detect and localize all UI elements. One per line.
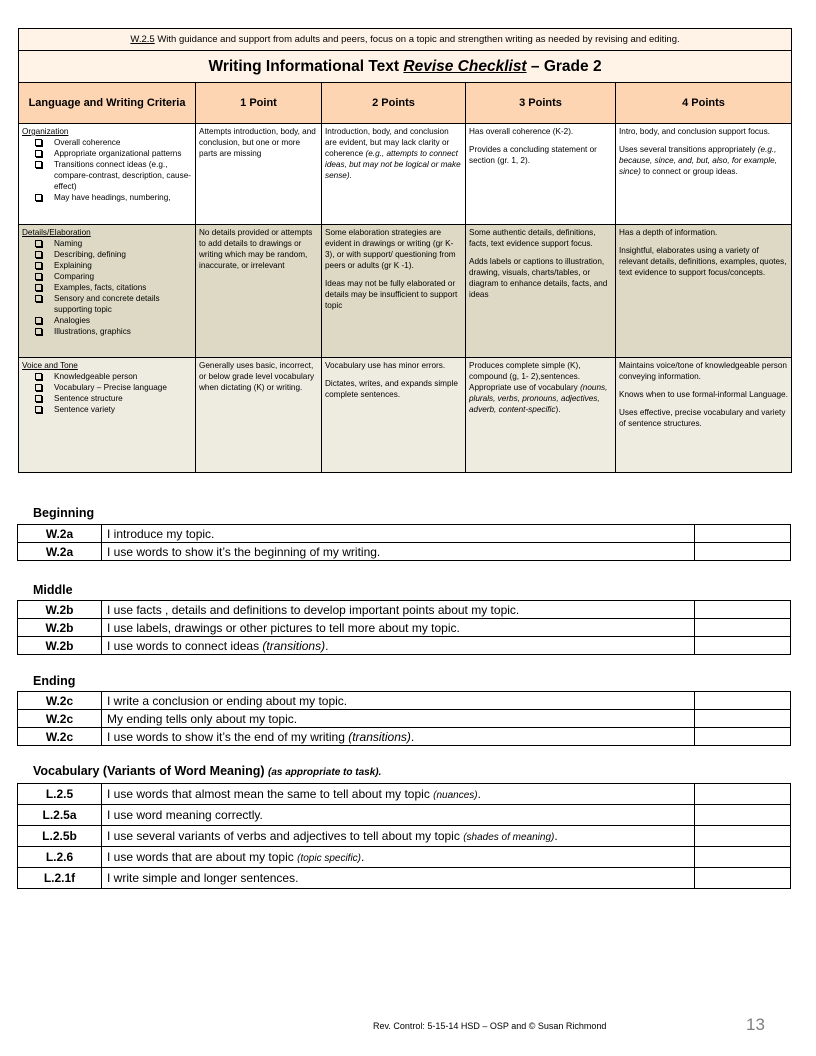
point-4-cell: Has a depth of information. Insightful, elaborates using a variety of relevant details, definitions, examples, quotes, text evidence to support focus/concepts. (616, 225, 792, 358)
point-3-cell: Produces complete simple (K), compound (g, 1- 2),sentences. Appropriate use of vocabulary (nouns, plurals, verbs, pronouns, adjectives, adverb, content-specific). (466, 358, 616, 473)
table-row: L.2.5 I use words that almost mean the same to tell about my topic (nuances). (18, 784, 791, 805)
list-item: Overall coherence (32, 137, 192, 148)
list-item: Analogies (32, 315, 192, 326)
standard-code: W.2.5 (130, 34, 155, 45)
check-box[interactable] (695, 868, 791, 889)
check-box[interactable] (695, 637, 791, 655)
table-row: W.2a I introduce my topic. (18, 525, 791, 543)
criteria-cell (19, 225, 196, 358)
list-item: Illustrations, graphics (32, 326, 192, 337)
point-1-cell: Generally uses basic, incorrect, or below grade level vocabulary when dictating (K) or writing. (196, 358, 322, 473)
point-4-cell: Intro, body, and conclusion support focus. Uses several transitions appropriately (e.g., because, since, and, but, also, for example, since) to connect or group ideas. (616, 124, 792, 225)
criteria-list (22, 371, 192, 415)
checklist-beginning (17, 524, 791, 561)
check-box[interactable] (695, 619, 791, 637)
list-item: Vocabulary – Precise language (32, 382, 192, 393)
criteria-title: Voice and Tone (22, 361, 78, 370)
check-box[interactable] (695, 784, 791, 805)
section-label-middle: Middle (33, 583, 73, 597)
list-item: Sentence variety (32, 404, 192, 415)
list-item: Sentence structure (32, 393, 192, 404)
table-row: W.2b I use facts , details and definitions to develop important points about my topic. (18, 601, 791, 619)
list-item: May have headings, numbering, (32, 192, 192, 203)
table-row: L.2.1f I write simple and longer sentences. (18, 868, 791, 889)
checklist-ending (17, 691, 791, 746)
checklist-vocabulary (17, 783, 791, 889)
criteria-title: Organization (22, 127, 69, 136)
point-3-cell: Some authentic details, definitions, facts, text evidence support focus. Adds labels or captions to illustration, drawing, visuals, charts/tables, or diagram to enhance details, facts, and ideas (466, 225, 616, 358)
point-1-cell: No details provided or attempts to add details to drawings or writing which may be random, inaccurate, or irrelevant (196, 225, 322, 358)
list-item: Sensory and concrete details supporting topic (32, 293, 192, 315)
check-box[interactable] (695, 847, 791, 868)
check-box[interactable] (695, 805, 791, 826)
rubric-table (18, 28, 792, 473)
list-item: Appropriate organizational patterns (32, 148, 192, 159)
header-2-points: 2 Points (322, 83, 466, 124)
criteria-list (22, 137, 192, 203)
criteria-cell (19, 358, 196, 473)
header-row (19, 83, 792, 124)
table-row: W.2c My ending tells only about my topic. (18, 710, 791, 728)
table-row: W.2a I use words to show it’s the beginning of my writing. (18, 543, 791, 561)
table-row: W.2b I use words to connect ideas (transitions). (18, 637, 791, 655)
list-item: Naming (32, 238, 192, 249)
check-box[interactable] (695, 728, 791, 746)
footer-revision: Rev. Control: 5-15-14 HSD – OSP and © Susan Richmond (373, 1021, 607, 1031)
check-box[interactable] (695, 826, 791, 847)
title-row (19, 51, 792, 83)
criteria-cell (19, 124, 196, 225)
point-1-cell: Attempts introduction, body, and conclusion, but one or more parts are missing (196, 124, 322, 225)
point-2-cell: Introduction, body, and conclusion are evident, but may lack clarity or coherence (e.g., attempts to connect ideas, but may not be logical or make sense). (322, 124, 466, 225)
title-italic: Revise Checklist (403, 57, 527, 75)
table-row: L.2.5b I use several variants of verbs and adjectives to tell about my topic (shades of meaning). (18, 826, 791, 847)
list-item: Describing, defining (32, 249, 192, 260)
point-4-cell: Maintains voice/tone of knowledgeable person conveying information. Knows when to use formal-informal Language. Uses effective, precise vocabulary and variety of sentence structures. (616, 358, 792, 473)
rubric-row-organization (19, 124, 792, 225)
section-label-ending: Ending (33, 674, 76, 688)
standard-text: With guidance and support from adults and peers, focus on a topic and strengthen writing as needed by revising and editing. (154, 34, 680, 45)
section-label-beginning: Beginning (33, 506, 95, 520)
point-2-cell: Some elaboration strategies are evident in drawings or writing (gr K-3), or with support/ questioning from peers or adults (gr K -1). Ideas may not be fully elaborated or details may be insufficient to support topic (322, 225, 466, 358)
page-number: 13 (746, 1015, 765, 1034)
checklist-middle (17, 600, 791, 655)
point-2-cell: Vocabulary use has minor errors. Dictates, writes, and expands simple complete sentences. (322, 358, 466, 473)
rubric-row-details (19, 225, 792, 358)
header-1-point: 1 Point (196, 83, 322, 124)
criteria-title: Details/Elaboration (22, 228, 91, 237)
list-item: Comparing (32, 271, 192, 282)
section-label-vocabulary: Vocabulary (Variants of Word Meaning) (as appropriate to task). (33, 764, 382, 778)
header-3-points: 3 Points (466, 83, 616, 124)
check-box[interactable] (695, 525, 791, 543)
standard-row (19, 29, 792, 51)
header-4-points: 4 Points (616, 83, 792, 124)
rubric-row-voice (19, 358, 792, 473)
list-item: Explaining (32, 260, 192, 271)
table-row: L.2.6 I use words that are about my topic (topic specific). (18, 847, 791, 868)
check-box[interactable] (695, 710, 791, 728)
table-row: L.2.5a I use word meaning correctly. (18, 805, 791, 826)
table-row: W.2c I write a conclusion or ending about my topic. (18, 692, 791, 710)
check-box[interactable] (695, 601, 791, 619)
check-box[interactable] (695, 543, 791, 561)
standard-cell (19, 29, 792, 51)
list-item: Examples, facts, citations (32, 282, 192, 293)
criteria-list (22, 238, 192, 337)
point-3-cell: Has overall coherence (K-2). Provides a concluding statement or section (gr. 1, 2). (466, 124, 616, 225)
table-row: W.2b I use labels, drawings or other pictures to tell more about my topic. (18, 619, 791, 637)
list-item: Transitions connect ideas (e.g., compare-contrast, description, cause-effect) (32, 159, 192, 192)
table-row: W.2c I use words to show it’s the end of my writing (transitions). (18, 728, 791, 746)
header-criteria: Language and Writing Criteria (19, 83, 196, 124)
list-item: Knowledgeable person (32, 371, 192, 382)
page-title: Writing Informational Text Revise Checklist – Grade 2 (19, 51, 792, 83)
check-box[interactable] (695, 692, 791, 710)
